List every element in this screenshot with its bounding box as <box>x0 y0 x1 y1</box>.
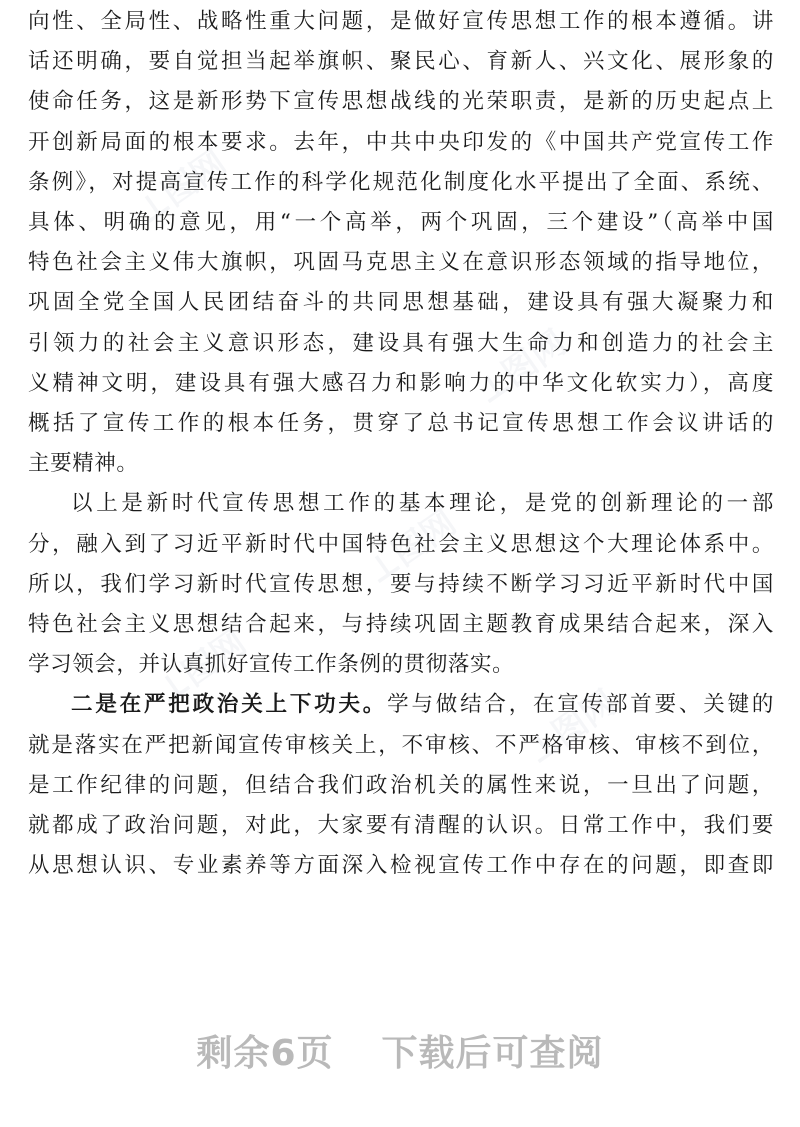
watermark: ⊥图网 <box>519 682 624 773</box>
document-page <box>28 2 774 886</box>
text-line: 向性、全局性、战略性重大问题，是做好宣传思想工作的根本遵循。讲 <box>28 9 774 34</box>
download-prompt[interactable] <box>0 1025 800 1076</box>
text-line: 从思想认识、专业素养等方面深入检视宣传工作中存在的问题，即查即 <box>28 853 774 879</box>
text-line: 义精神文明，建设具有强大感召力和影响力的中华文化软实力），高度 <box>28 370 774 396</box>
text-line: 是工作纪律的问题，但结合我们政治机关的属性来说，一旦出了问题， <box>28 772 774 798</box>
text-line-content: 学与做结合，在宣传部首要、关键的 <box>387 692 774 718</box>
text-line: 所以，我们学习新时代宣传思想，要与持续不断学习习近平新时代中国 <box>28 571 774 597</box>
text-line: 巩固全党全国人民团结奋斗的共同思想基础，建设具有强大凝聚力和 <box>28 290 774 316</box>
text-line: 就是落实在严把新闻宣传审核关上，不审核、不严格审核、审核不到位， <box>28 732 774 758</box>
watermark: ⊥图网 <box>129 142 234 233</box>
download-to-view-label: 下载后可查阅 <box>381 1033 604 1074</box>
remaining-pages-label: 剩余6页 <box>196 1033 334 1074</box>
text-line: 使命任务，这是新形势下宣传思想战线的光荣职责，是新的历史起点上 <box>28 89 774 115</box>
text-line: 具体、明确的意见，用“一个高举，两个巩固，三个建设”（高举中国 <box>28 210 774 236</box>
watermark: ⊥图网 <box>359 502 464 593</box>
text-line: 概括了宣传工作的根本任务，贯穿了总书记宣传思想工作会议讲话的 <box>28 411 774 437</box>
text-line: 条例》，对提高宣传工作的科学化规范化制度化水平提出了全面、系统、 <box>28 169 774 195</box>
text-line: 特色社会主义伟大旗帜，巩固马克思主义在意识形态领域的指导地位， <box>28 250 774 276</box>
text-line: 学习领会，并认真抓好宣传工作条例的贯彻落实。 <box>28 652 515 678</box>
text-line-content: 以上是新时代宣传思想工作的基本理论，是党的创新理论的一部 <box>71 491 774 517</box>
paragraph-2 <box>28 484 774 685</box>
text-line: 开创新局面的根本要求。去年，中共中央印发的《中国共产党宣传工作 <box>28 129 774 155</box>
text-line: 主要精神。 <box>28 451 139 477</box>
section-heading: 二是在严把政治关上下功夫。 <box>71 692 388 718</box>
paragraph-3 <box>28 685 774 886</box>
paragraph-1 <box>28 2 774 484</box>
text-line <box>28 685 774 725</box>
watermark: ⊥图网 <box>149 622 254 713</box>
watermark: ⊥图网 <box>469 322 574 413</box>
text-line: 引领力的社会主义意识形态，建设具有强大生命力和创造力的社会主 <box>28 330 774 356</box>
text-line: 话还明确，要自觉担当起举旗帜、聚民心、育新人、兴文化、展形象的 <box>28 49 774 75</box>
text-line <box>28 484 774 524</box>
text-line: 分，融入到了习近平新时代中国特色社会主义思想这个大理论体系中。 <box>28 531 774 557</box>
text-line: 就都成了政治问题，对此，大家要有清醒的认识。日常工作中，我们要 <box>28 813 774 839</box>
text-line: 特色社会主义思想结合起来，与持续巩固主题教育成果结合起来，深入 <box>28 612 774 638</box>
